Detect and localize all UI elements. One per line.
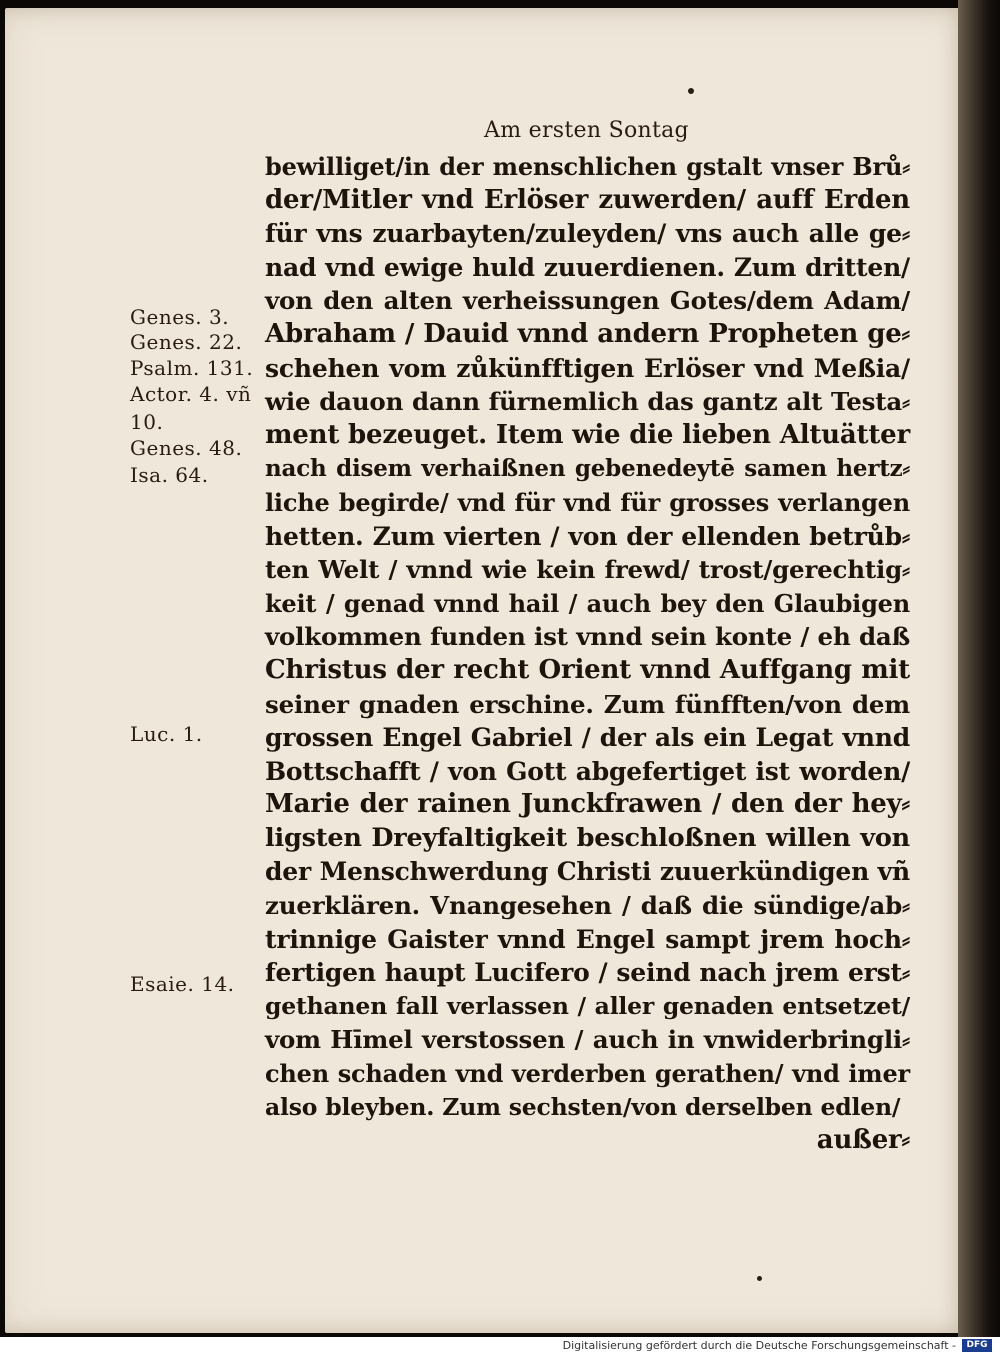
text-line: der/Mitler vnd Erlöser zuwerden/ auff Erden [265,184,910,215]
margin-note: Genes. 48. [130,436,243,460]
ink-speck [688,88,694,94]
text-line: schehen vom zůkünfftigen Erlöser vnd Meßia/ [265,353,910,383]
text-line: vom Hīmel verstossen / auch in vnwiderbringli⸗ [265,1025,910,1055]
text-line: von den alten verheissungen Gotes/dem Adam/ [265,286,910,316]
text-line: also bleyben. Zum sechsten/von derselben edlen/ [265,1092,901,1121]
margin-note: Actor. 4. vñ [130,382,252,406]
text-line: Abraham / Dauid vnnd andern Propheten ge⸗ [265,318,910,349]
book-edge [958,0,1000,1337]
text-line: Bottschafft / von Gott abgefertiget ist worden/ [265,756,910,786]
margin-note: Isa. 64. [130,463,209,487]
margin-note: Esaie. 14. [130,972,235,996]
margin-note: Genes. 22. [130,330,243,354]
margin-note: Luc. 1. [130,722,203,746]
text-line: ten Welt / vnnd wie kein frewd/ trost/gerechtig⸗ [265,555,910,585]
text-line: grossen Engel Gabriel / der als ein Legat vnnd [265,723,910,753]
text-line: volkommen funden ist vnnd sein konte / eh daß [265,622,910,652]
running-head: Am ersten Sontag [484,118,689,143]
text-line: trinnige Gaister vnnd Engel sampt jrem hoch⸗ [265,924,910,954]
margin-note: Genes. 3. [130,305,230,329]
text-line: zuerklären. Vnangesehen / daß die sündige/ab⸗ [265,891,910,921]
text-line: der Menschwerdung Christi zuuerkündigen vñ [265,857,910,887]
footer-bar [0,1337,1000,1355]
text-line: Christus der recht Orient vnnd Auffgang mit [265,654,910,685]
body-text [265,150,910,1158]
text-line: hetten. Zum vierten / von der ellenden betrůb⸗ [265,521,910,551]
text-line: nach disem verhaißnen gebenedeytē samen hertz⸗ [265,455,910,483]
dfg-logo: DFG [962,1339,992,1352]
text-line: für vns zuarbayten/zuleyden/ vns auch alle ge⸗ [265,219,910,249]
text-line: liche begirde/ vnd für vnd für grosses verlangen [265,487,910,517]
margin-note: Psalm. 131. [130,356,254,380]
text-line: ligsten Dreyfaltigkeit beschloßnen willen von [265,822,910,853]
text-line: bewilliget/in der menschlichen gstalt vnser Brů⸗ [265,152,910,181]
text-line: gethanen fall verlassen / aller genaden entsetzet/ [265,991,910,1020]
catchword: außer⸗ [816,1125,910,1156]
text-line: fertigen haupt Lucifero / seind nach jrem erst⸗ [265,958,910,988]
text-line: ment bezeuget. Item wie die lieben Altuätter [265,419,910,450]
text-line: seiner gnaden erschine. Zum fünfften/von dem [265,689,910,719]
ink-speck [757,1276,762,1281]
text-line: keit / genad vnnd hail / auch bey den Glaubigen [265,588,910,618]
text-line: Marie der rainen Junckfrawen / den der hey⸗ [265,789,910,820]
funding-credit: Digitalisierung gefördert durch die Deutsche Forschungsgemeinschaft - [562,1339,956,1352]
text-line: nad vnd ewige huld zuuerdienen. Zum dritten/ [265,252,910,282]
text-line: chen schaden vnd verderben gerathen/ vnd imer [265,1059,910,1089]
margin-note: 10. [130,410,164,434]
text-line: wie dauon dann fürnemlich das gantz alt Testa⸗ [265,387,910,417]
